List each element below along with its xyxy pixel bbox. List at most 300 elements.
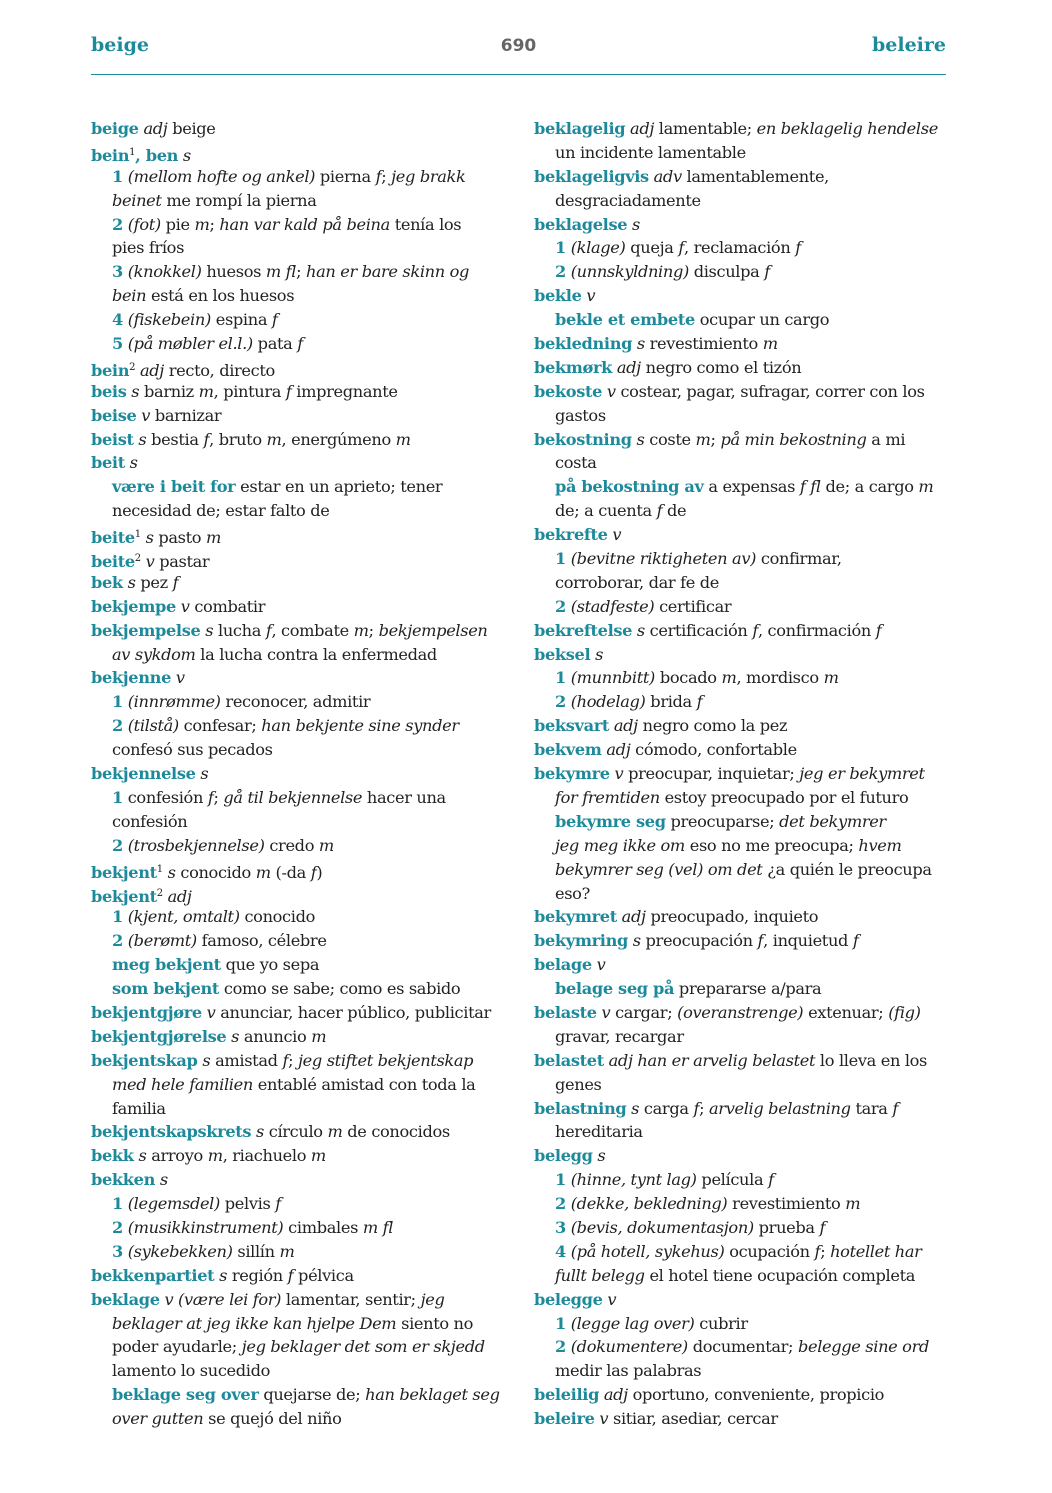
italic-text: v [180, 596, 190, 616]
headword: beit [91, 453, 125, 473]
definition-text: pasto [153, 528, 206, 548]
italic-text: (mellom hofte og ankel) [127, 166, 316, 186]
entry-continuation-line [91, 499, 521, 523]
definition-text: pie [160, 214, 195, 234]
entry-headword-line [91, 356, 521, 380]
definition-text: disculpa [688, 262, 765, 282]
definition-text: medir las palabras [555, 1361, 702, 1381]
definition-text: lo lleva en los [815, 1050, 927, 1070]
headword: bekle et embete [555, 310, 695, 330]
headword: bekymret [534, 907, 617, 927]
entry-continuation-line [91, 475, 521, 499]
italic-text: adj [606, 740, 631, 760]
entry-continuation-line [534, 404, 964, 428]
italic-text: (munnbitt) [570, 668, 656, 688]
italic-text: f [287, 1265, 294, 1285]
entry-continuation-line [534, 189, 964, 213]
entry-continuation-line [534, 1312, 964, 1336]
definition-text: está en los huesos [146, 286, 295, 306]
italic-text: m fl [265, 262, 297, 282]
italic-text: (stadfeste) [570, 596, 655, 616]
italic-text: over gutten [112, 1409, 204, 1429]
entry-continuation-line [91, 308, 521, 332]
italic-text: f [819, 1217, 826, 1237]
entry-continuation-line [91, 738, 521, 762]
definition-text: conocido [175, 862, 256, 882]
headword: , [135, 145, 146, 165]
definition-text: confesó sus pecados [112, 740, 273, 760]
headword: bekkenpartiet [91, 1265, 215, 1285]
headword: 2 [112, 931, 123, 951]
entry-continuation-line [91, 977, 521, 1001]
definition-text: extenuar; [803, 1002, 889, 1022]
italic-text: en beklagelig hendelse [756, 119, 938, 138]
definition-text: pélvica [293, 1265, 354, 1285]
definition-text: negro como el tizón [640, 357, 802, 377]
entry-headword-line [534, 1144, 964, 1168]
italic-text: det bekymrer [779, 811, 886, 831]
definition-text: a mi [866, 429, 906, 449]
headword: 1 [112, 907, 123, 927]
headword: 5 [112, 334, 123, 354]
definition-text: necesidad de; estar falto de [112, 501, 330, 521]
italic-text: (knokkel) [127, 262, 202, 282]
italic-text: adj [603, 1385, 628, 1405]
entry-headword-line [534, 380, 964, 404]
italic-text: beklager at jeg ikke kan hjelpe Dem [112, 1313, 397, 1333]
entry-headword-line [534, 213, 964, 237]
italic-text: (på møbler el.l.) [127, 334, 253, 354]
entry-headword-line [91, 117, 521, 141]
definition-text: ; [296, 262, 307, 282]
entry-continuation-line [534, 1264, 964, 1288]
page-number: 690 [500, 36, 537, 56]
italic-text: s [129, 453, 138, 473]
headword: 2 [112, 835, 123, 855]
italic-text: v [612, 525, 622, 545]
headword: beklage seg over [112, 1385, 259, 1405]
definition-text: la lucha contra la enfermedad [195, 644, 437, 664]
italic-text: s [200, 764, 209, 784]
headword: belastet [534, 1050, 604, 1070]
entry-headword-line [534, 1407, 964, 1431]
entry-headword-line [91, 1025, 521, 1049]
entry-continuation-line [91, 1073, 521, 1097]
definition-text: preocupar, inquietar; [623, 764, 800, 784]
headword: 2 [112, 214, 123, 234]
definition-text: lamento lo sucedido [112, 1361, 271, 1381]
definition-text: sillín [232, 1241, 280, 1261]
italic-text: (hodelag) [570, 692, 646, 712]
definition-text: me rompí la pierna [161, 190, 317, 210]
definition-text: tenía los [389, 214, 462, 234]
italic-text: m [695, 429, 711, 449]
italic-text: s [631, 1098, 640, 1118]
entry-continuation-line [534, 786, 964, 810]
definition-text: beige [167, 119, 216, 138]
definition-text: carga [639, 1098, 694, 1118]
entry-headword-line [534, 738, 964, 762]
superscript-index: 2 [134, 553, 141, 565]
italic-text: m [206, 528, 221, 548]
italic-text: (fot) [127, 214, 161, 234]
definition-text: quejarse de; [258, 1385, 366, 1405]
entry-headword-line [91, 1264, 521, 1288]
definition-text: bocado [655, 668, 722, 688]
headword: belage seg på [555, 979, 675, 999]
entry-continuation-line [534, 451, 964, 475]
italic-text: (klage) [570, 238, 626, 258]
italic-text: (fig) [888, 1002, 921, 1022]
definition-text: lucha [213, 620, 266, 640]
italic-text: m [395, 429, 411, 449]
italic-text: jeg [420, 1289, 445, 1309]
headword: 2 [555, 596, 566, 616]
definition-text: ¿a quién le preocupa [762, 859, 932, 879]
headword: bekoste [534, 381, 603, 401]
italic-text: v [141, 405, 151, 425]
italic-text: (kjent, omtalt) [127, 907, 240, 927]
definition-text: película [696, 1170, 769, 1190]
italic-text: f fl [799, 477, 821, 497]
italic-text: f [795, 238, 801, 258]
definition-text: , mordisco [736, 668, 824, 688]
entry-headword-line [534, 643, 964, 667]
italic-text: f [297, 334, 303, 354]
italic-text: bekjempelsen [378, 620, 488, 640]
entry-continuation-line [91, 213, 521, 237]
italic-text: (innrømme) [127, 692, 221, 712]
italic-text: s [636, 620, 645, 640]
definition-text: preocuparse; [665, 811, 780, 831]
definition-text: barnizar [150, 405, 222, 425]
entry-continuation-line [534, 236, 964, 260]
italic-text: (bevis, dokumentasjon) [570, 1217, 754, 1237]
definition-text: ; [209, 214, 220, 234]
italic-text: s [205, 620, 214, 640]
entry-continuation-line [534, 834, 964, 858]
definition-text: certificar [654, 596, 732, 616]
entry-continuation-line [91, 953, 521, 977]
entry-continuation-line [91, 260, 521, 284]
definition-text: genes [555, 1074, 602, 1094]
headword: 1 [112, 166, 123, 186]
headword: bekvem [534, 740, 602, 760]
entry-headword-line [534, 117, 964, 141]
italic-text: (dokumentere) [570, 1337, 688, 1357]
headword: beite [91, 528, 135, 548]
headword: 1 [555, 238, 566, 258]
entry-headword-line [91, 571, 521, 595]
entry-continuation-line [534, 475, 964, 499]
italic-text: f [678, 238, 685, 258]
italic-text: (på hotell, sykehus) [570, 1241, 725, 1261]
italic-text: (tilstå) [127, 716, 179, 736]
italic-text: bein [112, 286, 147, 306]
headword: 1 [112, 692, 123, 712]
italic-text: f [875, 620, 882, 640]
definition-text: pata [252, 334, 298, 354]
italic-text: f [275, 1194, 281, 1214]
entry-continuation-line [91, 1216, 521, 1240]
entry-headword-line [91, 858, 521, 882]
definition-text: , energúmeno [281, 429, 396, 449]
definition-text: confirmar, [756, 549, 842, 569]
italic-text: s [597, 1146, 606, 1166]
italic-text: f [852, 931, 859, 951]
entry-continuation-line [534, 858, 964, 882]
italic-text: s [202, 1050, 211, 1070]
definition-text: entablé amistad con toda la [252, 1074, 476, 1094]
definition-text: revestimiento [644, 334, 763, 354]
italic-text: jeg brakk [391, 166, 466, 186]
headword: bekmørk [534, 357, 613, 377]
entry-continuation-line [534, 690, 964, 714]
entry-headword-line [534, 428, 964, 452]
entry-continuation-line [91, 905, 521, 929]
definition-text: pez [135, 572, 173, 592]
entry-headword-line [534, 332, 964, 356]
italic-text: v [586, 286, 596, 306]
headword: bekymring [534, 931, 628, 951]
definition-text: coste [644, 429, 696, 449]
definition-text: un incidente lamentable [555, 142, 746, 162]
entry-continuation-line [534, 547, 964, 571]
superscript-index: 1 [156, 863, 163, 875]
definition-text: (-da [270, 862, 311, 882]
definition-text: famoso, célebre [196, 931, 327, 951]
headword: beklagelse [534, 214, 628, 234]
entry-continuation-line [534, 308, 964, 332]
first-guide-word: beige [91, 34, 149, 56]
entry-headword-line [534, 523, 964, 547]
italic-text: han er bare skinn og [306, 262, 470, 282]
definition-text: recto, directo [163, 360, 275, 380]
headword: bek [91, 572, 123, 592]
italic-text: m [845, 1194, 861, 1214]
entry-continuation-line [534, 666, 964, 690]
definition-text: , riachuelo [222, 1146, 311, 1166]
headword: belegg [534, 1146, 593, 1166]
italic-text: m [207, 1146, 223, 1166]
headword: beklage [91, 1289, 160, 1309]
headword: bekjenne [91, 668, 172, 688]
italic-text: v (være lei for) [164, 1289, 282, 1309]
entry-continuation-line [91, 786, 521, 810]
italic-text: s [636, 429, 645, 449]
entry-headword-line [91, 428, 521, 452]
headword: bekrefte [534, 525, 608, 545]
italic-text: v [606, 381, 616, 401]
headword: 2 [555, 692, 566, 712]
italic-text: f [207, 787, 214, 807]
italic-text: m [823, 668, 839, 688]
italic-text: f [265, 620, 272, 640]
headword: bekledning [534, 334, 633, 354]
entry-continuation-line [91, 690, 521, 714]
headword: 2 [112, 716, 123, 736]
definition-text: queja [625, 238, 679, 258]
entry-continuation-line [91, 332, 521, 356]
entry-headword-line [91, 1120, 521, 1144]
definition-text: brida [645, 692, 697, 712]
headword: 1 [555, 549, 566, 569]
entry-continuation-line [91, 643, 521, 667]
headword: bein [91, 360, 130, 380]
italic-text: f [310, 862, 317, 882]
definition-text: arroyo [146, 1146, 208, 1166]
definition-text: lamentable; [654, 119, 757, 138]
entry-continuation-line [534, 571, 964, 595]
entry-headword-line [91, 547, 521, 571]
headword: på bekostning av [555, 477, 704, 497]
italic-text: v [614, 764, 624, 784]
headword: 1 [112, 1194, 123, 1214]
italic-text: (legemsdel) [127, 1194, 220, 1214]
headword: bekostning [534, 429, 632, 449]
definition-text: sitiar, asediar, cercar [608, 1409, 778, 1429]
definition-text: región [227, 1265, 288, 1285]
italic-text: f [752, 620, 758, 640]
entry-continuation-line [534, 499, 964, 523]
italic-text: arvelig belastning [709, 1098, 851, 1118]
entry-continuation-line [91, 165, 521, 189]
italic-text: m [327, 1122, 343, 1142]
definition-text: barniz [139, 381, 199, 401]
entry-headword-line [534, 1001, 964, 1025]
definition-text: se quejó del niño [203, 1409, 342, 1429]
definition-text: poder ayudarle; [112, 1337, 242, 1357]
definition-text: revestimiento [727, 1194, 846, 1214]
headword: 2 [555, 262, 566, 282]
entry-continuation-line [534, 1168, 964, 1192]
entry-continuation-line [91, 1097, 521, 1121]
italic-text: belegge sine ord [797, 1337, 929, 1357]
definition-text: gravar, recargar [555, 1026, 684, 1046]
headword: 2 [112, 1217, 123, 1237]
entry-continuation-line [91, 1335, 521, 1359]
italic-text: han bekjente sine synder [261, 716, 459, 736]
entry-headword-line [91, 523, 521, 547]
italic-text: f [814, 1241, 821, 1261]
italic-text: jeg er bekymret [799, 764, 925, 784]
definition-text: confesar; [178, 716, 262, 736]
entry-continuation-line [534, 810, 964, 834]
italic-text: f [285, 381, 292, 401]
entry-continuation-line [534, 141, 964, 165]
italic-text: (musikkinstrument) [127, 1217, 284, 1237]
definition-text: documentar; [687, 1337, 798, 1357]
italic-text: med hele familien [112, 1074, 253, 1094]
definition-text: corroborar, dar fe de [555, 572, 719, 592]
italic-text: han er arvelig belastet [637, 1050, 816, 1070]
headword: bekjentskapskrets [91, 1122, 252, 1142]
headword: beist [91, 429, 134, 449]
italic-text: adj [139, 360, 164, 380]
headword: bein [91, 145, 130, 165]
italic-text: s [127, 572, 136, 592]
headword: bekjent [91, 862, 157, 882]
italic-text: beinet [112, 190, 162, 210]
italic-text: s [595, 644, 604, 664]
definition-text: reconocer, admitir [220, 692, 371, 712]
headword: bekjempe [91, 596, 176, 616]
definition-text: estoy preocupado por el futuro [659, 787, 909, 807]
italic-text: s [138, 1146, 147, 1166]
definition-text: ; [288, 1050, 299, 1070]
italic-text: fullt belegg [555, 1265, 645, 1285]
italic-text: v [596, 955, 606, 975]
entry-headword-line [91, 1168, 521, 1192]
italic-text: av sykdom [112, 644, 196, 664]
definition-text: pastar [154, 552, 210, 572]
entry-continuation-line [534, 882, 964, 906]
definition-text: pierna [315, 166, 376, 186]
entry-continuation-line [91, 1312, 521, 1336]
definition-text: siento no [396, 1313, 474, 1333]
italic-text: v [175, 668, 185, 688]
italic-text: f [271, 310, 278, 330]
entry-continuation-line [534, 1073, 964, 1097]
italic-text: s [219, 1265, 228, 1285]
definition-text: oportuno, conveniente, propicio [627, 1385, 885, 1405]
definition-text: ) [316, 862, 323, 882]
entry-headword-line [534, 1383, 964, 1407]
headword: 3 [555, 1217, 566, 1237]
entry-headword-line [534, 953, 964, 977]
definition-text: hereditaria [555, 1122, 643, 1142]
headword: beis [91, 381, 127, 401]
left-column [91, 117, 521, 1431]
headword: belastning [534, 1098, 627, 1118]
entry-continuation-line [91, 1383, 521, 1407]
headword: beleilig [534, 1385, 600, 1405]
entry-headword-line [91, 1288, 521, 1312]
headword: bekjentskap [91, 1050, 198, 1070]
definition-text: ; [820, 1241, 831, 1261]
italic-text: s [138, 429, 147, 449]
definition-text: confesión [112, 811, 188, 831]
italic-text: han beklaget seg [365, 1385, 500, 1405]
headword: 1 [555, 1170, 566, 1190]
entry-continuation-line [91, 189, 521, 213]
italic-text: jeg beklager det som er skjedd [241, 1337, 485, 1357]
entry-continuation-line [534, 1359, 964, 1383]
entry-continuation-line [534, 260, 964, 284]
definition-text: cargar; [610, 1002, 678, 1022]
headword: beise [91, 405, 137, 425]
entry-continuation-line [91, 714, 521, 738]
entry-headword-line [91, 666, 521, 690]
entry-headword-line [91, 141, 521, 165]
entry-headword-line [91, 1049, 521, 1073]
italic-text: v [601, 1002, 611, 1022]
italic-text: m [279, 1241, 295, 1261]
italic-text: adj [616, 357, 641, 377]
definition-text: huesos [201, 262, 266, 282]
italic-text: f [656, 501, 663, 521]
entry-continuation-line [534, 1025, 964, 1049]
italic-text: m [194, 214, 210, 234]
definition-text: preocupado, inquieto [645, 907, 819, 927]
headword: 3 [112, 262, 123, 282]
entry-continuation-line [534, 595, 964, 619]
definition-text: , reclamación [684, 238, 796, 258]
definition-text: credo [264, 835, 319, 855]
italic-text: han var kald på beina [219, 214, 390, 234]
entry-headword-line [534, 1049, 964, 1073]
definition-text: prepararse a/para [674, 979, 822, 999]
